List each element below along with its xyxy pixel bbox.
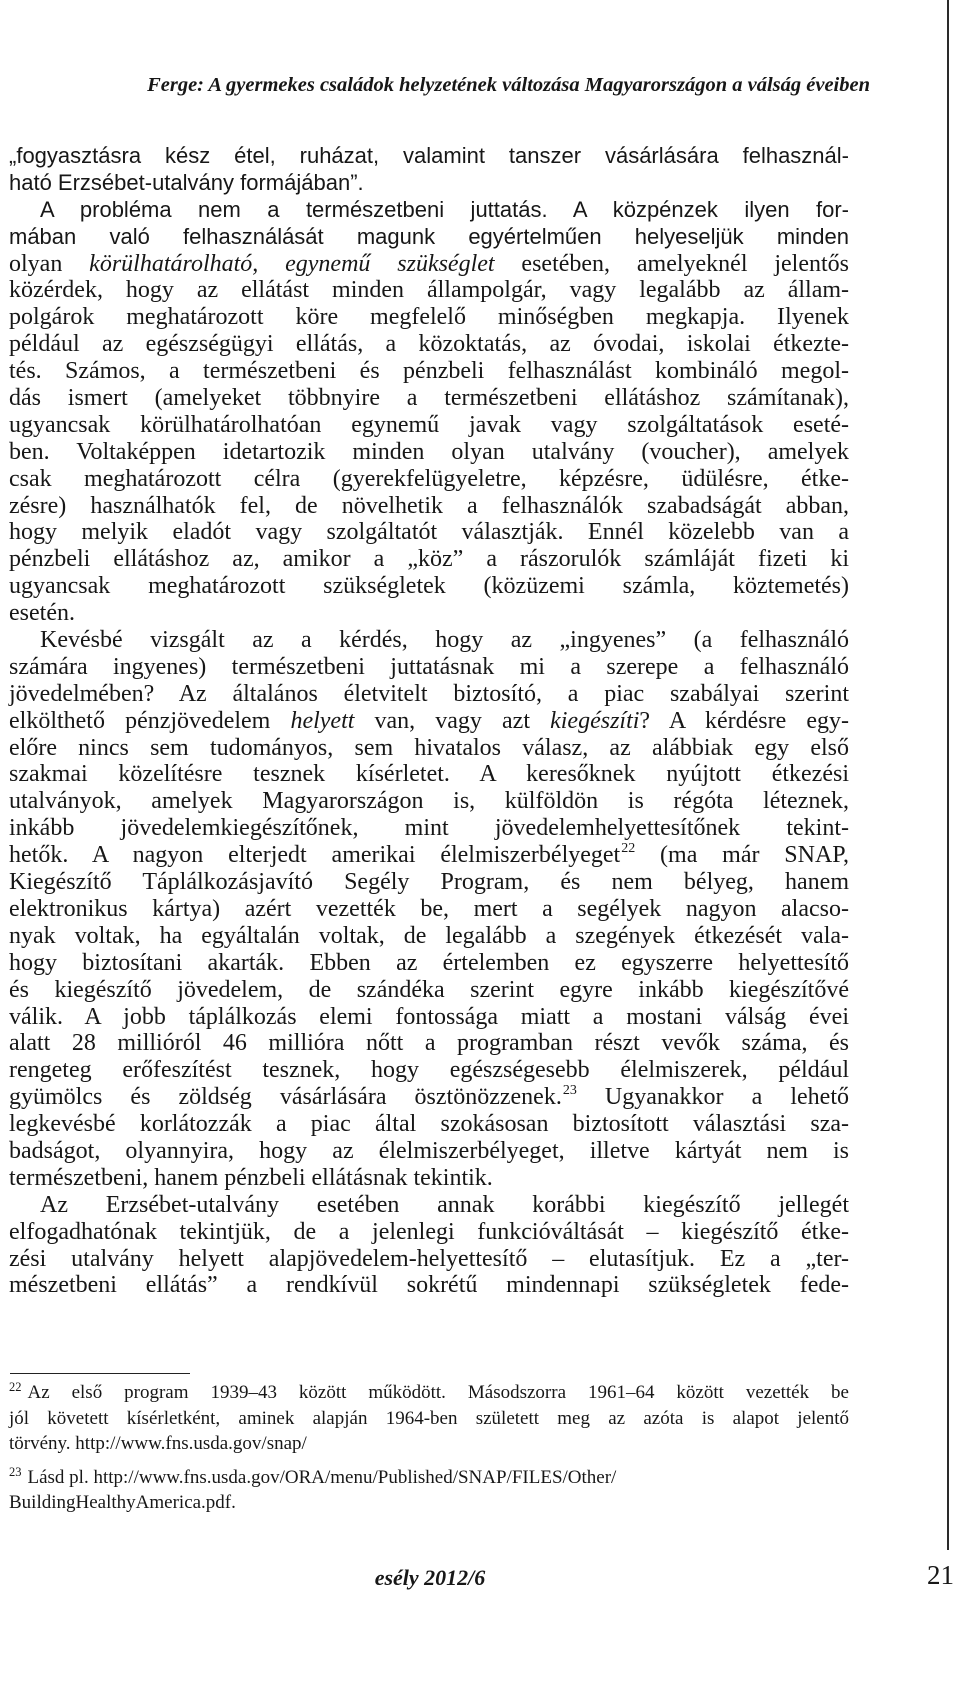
line-text: olyan: [9, 250, 90, 277]
text-line: [9, 627, 849, 654]
text-line: [9, 600, 849, 627]
line-text: hogy biztosítani akarták. Ebben az értelemben ez egyszerre helyettesítő: [9, 949, 849, 976]
paragraph: [9, 1192, 849, 1300]
text-line: [9, 170, 849, 197]
line-text: válik. A jobb táplálkozás elemi fontossága miatt a mostani válság évei: [9, 1003, 849, 1030]
line-text: esetén.: [9, 600, 75, 627]
text-line: [9, 1111, 849, 1138]
margin-rule: [947, 0, 949, 1550]
line-text: számára ingyenes) természetbeni juttatásnak mi a szerepe a felhasználó: [9, 653, 849, 680]
line-text: hetők. A nagyon elterjedt amerikai élelmiszerbélyeget: [9, 842, 621, 869]
line-text: előre nincs sem tudományos, sem hivatalos válasz, az alábbiak egy első: [9, 734, 849, 761]
line-text: dás ismert (amelyeket többnyire a természetbeni ellátáshoz számítanak),: [9, 385, 849, 412]
line-text: szakmai közelítésre tesznek kísérletet. A keresőknek nyújtott étkezési: [9, 761, 849, 788]
text-line: [9, 304, 849, 331]
emphasis: kiegészíti: [550, 707, 640, 734]
text-line: [9, 896, 849, 923]
line-text: A probléma nem a természetbeni juttatás. A közpénzek ilyen for-: [40, 196, 849, 222]
text-line: [9, 842, 849, 869]
text-line: [9, 1057, 849, 1084]
line-text: csak meghatározott célra (gyerekfelügyeletre, képzésre, üdülésre, étke-: [9, 465, 849, 492]
text-line: [9, 143, 849, 170]
line-text: (ma már SNAP,: [635, 842, 849, 869]
line-text: zésre) használhatók fel, de növelhetik a felhasználók szabadságát abban,: [9, 492, 849, 519]
line-text: Kevésbé vizsgált az a kérdés, hogy az „ingyenes” (a felhasználó: [40, 627, 849, 654]
footnote-text: Az első program 1939–43 között működött. Másodszorra 1961–64 között vezették be: [27, 1382, 849, 1403]
footnote-number: 23: [9, 1464, 22, 1479]
text-line: [9, 788, 849, 815]
line-text: nyak voltak, ha egyáltalán voltak, de legalább a szegények étkezését vala-: [9, 922, 849, 949]
emphasis: körülhatárolható, egynemű szükséglet: [89, 250, 495, 277]
footnote-line: [9, 1465, 849, 1491]
line-text: Az Erzsébet-utalvány esetében annak korábbi kiegészítő jellegét: [40, 1191, 849, 1218]
text-line: [9, 197, 849, 224]
footnotes: [9, 1380, 849, 1516]
text-line: [9, 1165, 849, 1192]
footnote-text: Lásd pl. http://www.fns.usda.gov/ORA/menu/Published/SNAP/FILES/Other/: [27, 1466, 617, 1488]
line-text: természetbeni, hanem pénzbeli ellátásnak tekintik.: [9, 1164, 493, 1191]
text-line: [9, 815, 849, 842]
line-text: „fogyasztásra kész étel, ruházat, valamint tanszer vásárlására felhasznál-: [9, 143, 849, 168]
line-text: elfogadhatónak tekintjük, de a jelenlegi funkcióváltását – kiegészítő étke-: [9, 1218, 849, 1245]
text-line: [9, 546, 849, 573]
line-text: polgárok meghatározott köre megfelelő minőségben megkapja. Ilyenek: [9, 304, 849, 331]
line-text: ható Erzsébet-utalvány formájában”.: [9, 169, 364, 195]
footnote-separator: [10, 1373, 190, 1374]
text-line: [9, 1272, 849, 1299]
line-text: jövedelmében? Az általános életvitelt biztosító, a piac szabályai szerint: [9, 680, 849, 707]
line-text: gyümölcs és zöldség vásárlására ösztönözzenek.: [9, 1084, 562, 1111]
footnote: [9, 1380, 849, 1457]
text-line: [9, 977, 849, 1004]
paragraph: [9, 143, 849, 197]
footnote-ref: 23: [562, 1083, 577, 1099]
text-line: [9, 1004, 849, 1031]
line-text: alatt 28 millióról 46 millióra nőtt a programban részt vevők száma, és: [9, 1030, 849, 1057]
line-text: hogy melyik eladót vagy szolgáltatót választják. Ennél közelebb van a: [9, 519, 849, 546]
emphasis: helyett: [290, 707, 355, 734]
line-text: inkább jövedelemkiegészítőnek, mint jövedelemhelyettesítőnek tekint-: [9, 815, 849, 842]
footnote-line: [9, 1431, 849, 1457]
text-line: [9, 277, 849, 304]
text-line: [9, 681, 849, 708]
footnote-number: 22: [9, 1380, 22, 1394]
footnote-ref: 22: [621, 841, 636, 857]
body-text: [9, 143, 849, 1299]
footnote-text: jól követett kísérletként, aminek alapján 1964-ben született meg az azóta is alapot jelentő: [9, 1407, 849, 1429]
journal-issue: esély 2012/6: [374, 1565, 486, 1590]
line-text: pénzbeli ellátáshoz az, amikor a „köz” a rászorulók számláját fizeti ki: [9, 546, 849, 573]
text-line: [9, 708, 849, 735]
footnote: [9, 1465, 849, 1516]
text-line: [9, 251, 849, 278]
line-text: ? A kérdésre egy-: [639, 707, 849, 734]
text-line: [9, 412, 849, 439]
text-line: [9, 654, 849, 681]
text-line: [9, 493, 849, 520]
line-text: és kiegészítő jövedelem, de szándéka szerint egyre inkább kiegészítővé: [9, 976, 849, 1003]
footnote-line: [9, 1490, 849, 1516]
text-line: [9, 735, 849, 762]
footnote-line: [9, 1406, 849, 1432]
text-line: [9, 224, 849, 251]
line-text: Ugyanakkor a lehető: [576, 1084, 849, 1111]
line-text: esetében, amelyeknél jelentős: [494, 250, 849, 277]
running-header: Ferge: A gyermekes családok helyzetének változása Magyarországon a válság éveiben: [147, 74, 870, 96]
line-text: van, vagy azt: [354, 707, 551, 734]
text-line: [9, 573, 849, 600]
text-line: [9, 950, 849, 977]
line-text: elektronikus kártya) azért vezették be, mert a segélyek nagyon alacso-: [9, 895, 849, 922]
line-text: tés. Számos, a természetbeni és pénzbeli felhasználást kombináló megol-: [9, 358, 849, 385]
line-text: utalványok, amelyek Magyarországon is, külföldön is régóta léteznek,: [9, 788, 849, 815]
line-text: zési utalvány helyett alapjövedelem-helyettesítő – elutasítjuk. Ez a „ter-: [9, 1245, 849, 1272]
text-line: [9, 869, 849, 896]
text-line: [9, 358, 849, 385]
text-line: [9, 519, 849, 546]
text-line: [9, 923, 849, 950]
text-line: [9, 1138, 849, 1165]
line-text: ugyancsak meghatározott szükségletek (közüzemi számla, köztemetés): [9, 573, 849, 600]
line-text: ben. Voltaképpen idetartozik minden olyan utalvány (voucher), amelyek: [9, 438, 849, 465]
paragraph: [9, 197, 849, 627]
paragraph: [9, 627, 849, 1192]
footnote-line: [9, 1380, 849, 1406]
line-text: legkevésbé korlátozzák a piac által szokásosan biztosított választási sza-: [9, 1111, 849, 1138]
line-text: ugyancsak körülhatárolhatóan egynemű javak vagy szolgáltatások eseté-: [9, 411, 849, 438]
line-text: közérdek, hogy az ellátást minden állampolgár, vagy legalább az állam-: [9, 277, 849, 304]
text-line: [9, 1030, 849, 1057]
line-text: Kiegészítő Táplálkozásjavító Segély Program, és nem bélyeg, hanem: [9, 869, 849, 896]
text-line: [9, 466, 849, 493]
text-line: [9, 439, 849, 466]
footnote-text: BuildingHealthyAmerica.pdf.: [9, 1492, 236, 1513]
text-line: [9, 1219, 849, 1246]
text-line: [9, 331, 849, 358]
text-line: [9, 761, 849, 788]
line-text: mészetbeni ellátás” a rendkívül sokrétű mindennapi szükségletek fede-: [9, 1272, 849, 1299]
line-text: például az egészségügyi ellátás, a közoktatás, az óvodai, iskolai étkezte-: [9, 331, 849, 358]
page-number: 21: [927, 1560, 954, 1590]
footnote-text: törvény. http://www.fns.usda.gov/snap/: [9, 1433, 307, 1454]
text-line: [9, 385, 849, 412]
text-line: [9, 1084, 849, 1111]
line-text: badságot, olyannyira, hogy az élelmiszerbélyeget, illetve kártyát nem is: [9, 1137, 849, 1164]
text-line: [9, 1192, 849, 1219]
line-text: mában való felhasználását magunk egyértelműen helyeseljük minden: [9, 223, 849, 249]
line-text: elkölthető pénzjövedelem: [9, 707, 291, 734]
text-line: [9, 1246, 849, 1273]
line-text: rengeteg erőfeszítést tesznek, hogy egészségesebb élelmiszerek, például: [9, 1057, 849, 1084]
